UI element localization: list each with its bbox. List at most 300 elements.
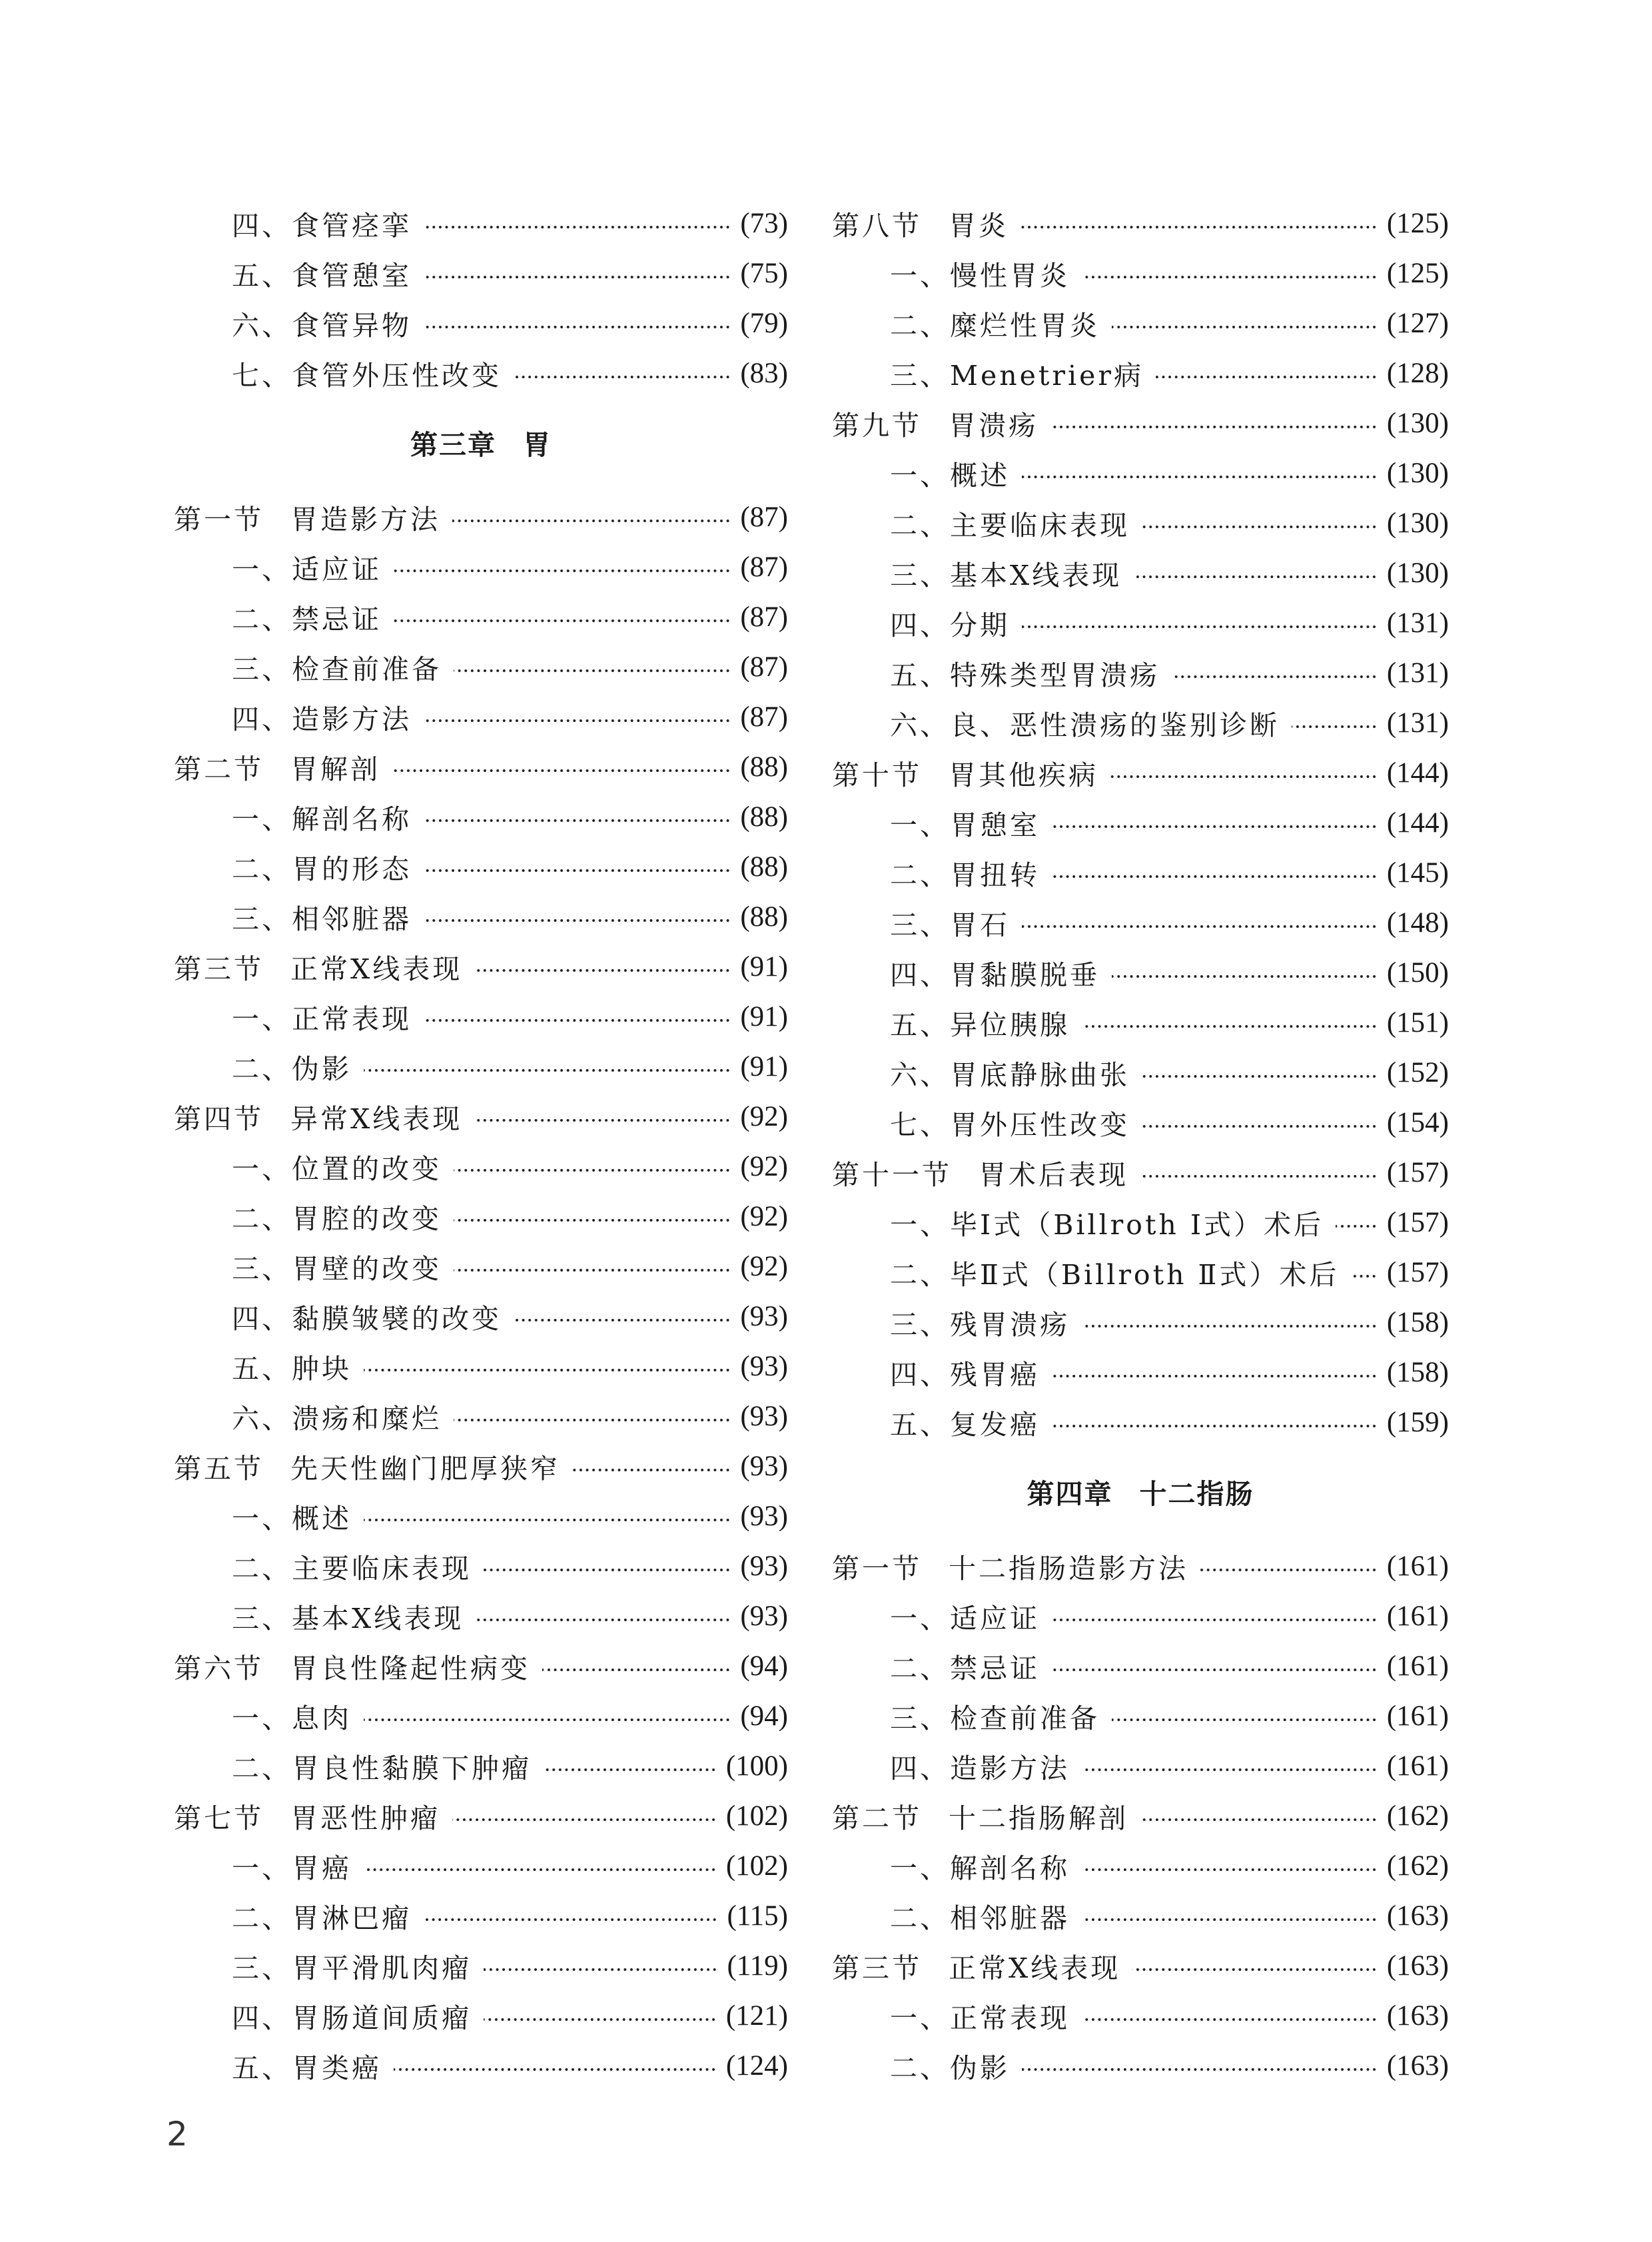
entry-title: [832, 753, 1098, 793]
dot-leader: [424, 1918, 717, 1922]
dot-leader: [1140, 1174, 1378, 1178]
entry-text: 二、胃的形态: [232, 853, 412, 885]
page-ref: (163): [1386, 1900, 1449, 1932]
entry-title: [890, 1597, 1040, 1636]
page-ref: (130): [1386, 408, 1449, 439]
entry-text: 正常X线表现: [949, 1952, 1121, 1984]
page-ref: (162): [1386, 1800, 1449, 1832]
entry-text: 胃解剖: [290, 753, 380, 785]
toc-section-entry[interactable]: [832, 1148, 1449, 1198]
page-ref: (119): [727, 1950, 788, 1982]
entry-text: 五、肿块: [232, 1353, 352, 1385]
entry-title: [232, 354, 502, 393]
dot-leader: [1110, 775, 1378, 779]
entry-text: 五、特殊类型胃溃疡: [890, 659, 1160, 691]
dot-leader: [1052, 1374, 1378, 1378]
dot-leader: [1082, 275, 1378, 279]
dot-leader: [364, 1068, 731, 1072]
toc-subsection-entry[interactable]: [174, 1491, 788, 1541]
toc-subsection-entry[interactable]: [174, 1142, 788, 1192]
section-label: 第七节: [174, 1802, 264, 1834]
entry-text: 胃其他疾病: [949, 759, 1098, 791]
dot-leader: [454, 1268, 731, 1272]
dot-leader: [572, 1468, 731, 1472]
dot-leader: [1050, 425, 1378, 429]
entry-text: 二、伪影: [890, 2052, 1010, 2084]
toc-subsection-entry[interactable]: [832, 1098, 1449, 1148]
entry-text: 一、适应证: [232, 554, 382, 585]
toc-subsection-entry[interactable]: [832, 898, 1449, 948]
entry-text: 先天性幽门肥厚狭窄: [290, 1453, 560, 1485]
entry-title: [232, 1397, 442, 1436]
dot-leader: [484, 2018, 717, 2022]
toc-subsection-entry[interactable]: [832, 348, 1449, 398]
page-ref: (79): [740, 308, 788, 339]
dot-leader: [394, 569, 731, 573]
entry-text: 二、禁忌证: [890, 1653, 1040, 1684]
toc-section-entry[interactable]: [174, 492, 788, 542]
entry-text: 四、胃肠道间质瘤: [232, 2002, 472, 2034]
page-ref: (91): [740, 951, 788, 982]
entry-title: [232, 1347, 352, 1386]
toc-subsection-entry[interactable]: [174, 2041, 788, 2091]
entry-text: 二、胃良性黏膜下肿瘤: [232, 1752, 532, 1784]
entry-title: [832, 1153, 1128, 1192]
page-ref: (125): [1386, 208, 1449, 239]
entry-text: 一、概述: [890, 460, 1010, 492]
toc-subsection-entry[interactable]: [174, 842, 788, 892]
toc-subsection-entry[interactable]: [174, 1741, 788, 1791]
entry-text: 三、胃平滑肌肉瘤: [232, 1952, 472, 1984]
toc-section-entry[interactable]: [174, 942, 788, 992]
entry-title: [890, 953, 1100, 992]
toc-subsection-entry[interactable]: [174, 892, 788, 942]
entry-text: 一、胃憩室: [890, 809, 1040, 841]
page-ref: (87): [740, 552, 788, 583]
toc-subsection-entry[interactable]: [832, 1298, 1449, 1347]
toc-subsection-entry[interactable]: [174, 1541, 788, 1591]
toc-section-entry[interactable]: [832, 748, 1449, 798]
dot-leader: [454, 669, 731, 673]
page-ref: (92): [740, 1201, 788, 1232]
page-ref: (124): [725, 2050, 788, 2081]
toc-subsection-entry[interactable]: [174, 1042, 788, 1092]
toc-subsection-entry[interactable]: [174, 1691, 788, 1741]
dot-leader: [1351, 1274, 1377, 1278]
entry-text: 二、主要临床表现: [232, 1553, 472, 1585]
entry-title: [232, 1946, 472, 1986]
page-ref: (161): [1386, 1700, 1449, 1732]
entry-text: 胃术后表现: [979, 1159, 1128, 1191]
page-ref: (154): [1386, 1107, 1449, 1138]
toc-section-entry[interactable]: [832, 1541, 1449, 1591]
toc-subsection-entry[interactable]: [832, 948, 1449, 998]
entry-text: 五、食管憩室: [232, 260, 412, 292]
entry-title: [174, 747, 380, 787]
entry-title: [890, 1746, 1070, 1786]
dot-leader: [1052, 1618, 1378, 1622]
toc-subsection-entry[interactable]: [832, 248, 1449, 298]
dot-leader: [474, 1118, 731, 1122]
entry-text: 一、慢性胃炎: [890, 260, 1070, 292]
dot-leader: [1021, 225, 1378, 229]
page-ref: (163): [1386, 1950, 1449, 1982]
dot-leader: [1142, 1074, 1378, 1078]
entry-text: 二、主要临床表现: [890, 510, 1130, 542]
dot-leader: [424, 869, 731, 873]
dot-leader: [1082, 1918, 1378, 1922]
toc-section-entry[interactable]: [174, 1441, 788, 1491]
entry-title: [232, 1597, 464, 1636]
toc-subsection-entry[interactable]: [832, 498, 1449, 548]
entry-title: [890, 1303, 1070, 1342]
entry-title: [890, 853, 1040, 893]
dot-leader: [424, 719, 731, 723]
page-ref: (131): [1386, 657, 1449, 689]
entry-text: 异常X线表现: [290, 1103, 463, 1135]
page-ref: (161): [1386, 1651, 1449, 1682]
entry-title: [890, 603, 1010, 643]
page-ref: (75): [740, 258, 788, 289]
dot-leader: [454, 1418, 731, 1422]
page-ref: (145): [1386, 857, 1449, 889]
dot-leader: [424, 225, 731, 229]
entry-title: [890, 1003, 1070, 1042]
section-label: 第十一节: [832, 1159, 952, 1191]
entry-text: 一、适应证: [890, 1603, 1040, 1635]
toc-subsection-entry[interactable]: [174, 1841, 788, 1891]
page-ref: (130): [1386, 508, 1449, 539]
entry-title: [232, 1297, 502, 1336]
page-ref: (163): [1386, 2000, 1449, 2032]
toc-subsection-entry[interactable]: [832, 848, 1449, 898]
toc-subsection-entry[interactable]: [832, 648, 1449, 698]
entry-text: 二、伪影: [232, 1053, 352, 1085]
entry-title: [890, 254, 1070, 293]
page-ref: (92): [740, 1101, 788, 1132]
page-ref: (158): [1386, 1357, 1449, 1388]
dot-leader: [1132, 1968, 1378, 1972]
page-ref: (161): [1386, 1601, 1449, 1632]
entry-text: 三、基本X线表现: [232, 1603, 464, 1635]
entry-text: 胃良性隆起性病变: [290, 1653, 530, 1684]
page-ref: (92): [740, 1251, 788, 1282]
entry-text: 一、正常表现: [890, 2002, 1070, 2034]
toc-subsection-entry[interactable]: [832, 1397, 1449, 1447]
toc-subsection-entry[interactable]: [174, 792, 788, 842]
page-ref: (94): [740, 1651, 788, 1682]
page-ref: (93): [740, 1501, 788, 1532]
entry-text: 一、毕Ⅰ式（Billroth Ⅰ式）术后: [890, 1209, 1324, 1241]
toc-subsection-entry[interactable]: [832, 1741, 1449, 1791]
dot-leader: [1022, 925, 1378, 929]
page-ref: (157): [1386, 1257, 1449, 1288]
entry-title: [890, 703, 1280, 743]
page-ref: (130): [1386, 458, 1449, 489]
entry-text: 二、胃扭转: [890, 859, 1040, 891]
toc-section-entry[interactable]: [174, 1791, 788, 1841]
dot-leader: [364, 1718, 731, 1722]
dot-leader: [454, 1168, 731, 1172]
section-label: 第九节: [832, 410, 922, 442]
entry-title: [232, 1197, 442, 1236]
toc-subsection-entry[interactable]: [174, 1991, 788, 2041]
toc-subsection-entry[interactable]: [174, 1591, 788, 1641]
toc-subsection-entry[interactable]: [174, 1391, 788, 1441]
chapter-label: 第四章: [1027, 1478, 1113, 1510]
entry-title: [890, 1696, 1100, 1736]
entry-title: [890, 2046, 1010, 2085]
dot-leader: [364, 1868, 717, 1872]
entry-title: [174, 947, 462, 986]
page-ref: (88): [740, 901, 788, 933]
page-ref: (121): [725, 2000, 788, 2032]
toc-subsection-entry[interactable]: [832, 298, 1449, 348]
entry-title: [890, 1053, 1130, 1092]
page-ref: (161): [1386, 1750, 1449, 1782]
entry-text: 七、食管外压性改变: [232, 360, 502, 392]
dot-leader: [364, 1368, 731, 1372]
dot-leader: [1172, 675, 1378, 679]
toc-subsection-entry[interactable]: [832, 998, 1449, 1048]
toc-subsection-entry[interactable]: [174, 1341, 788, 1391]
toc-subsection-entry[interactable]: [174, 692, 788, 742]
entry-text: 二、相邻脏器: [890, 1902, 1070, 1934]
page-ref: (93): [740, 1451, 788, 1482]
dot-leader: [424, 1018, 731, 1022]
toc-subsection-entry[interactable]: [832, 448, 1449, 498]
entry-title: [232, 797, 412, 837]
dot-leader: [1112, 325, 1378, 329]
dot-leader: [514, 1318, 731, 1322]
toc-section-entry[interactable]: [832, 1941, 1449, 1991]
section-label: 第二节: [174, 753, 264, 785]
toc-subsection-entry[interactable]: [832, 698, 1449, 748]
toc-subsection-entry[interactable]: [174, 298, 788, 348]
dot-leader: [1052, 1424, 1378, 1428]
entry-text: 四、黏膜皱襞的改变: [232, 1303, 502, 1335]
toc-subsection-entry[interactable]: [174, 1292, 788, 1341]
page-ref: (144): [1386, 757, 1449, 789]
dot-leader: [424, 919, 731, 923]
dot-leader: [1336, 1224, 1378, 1228]
toc-subsection-entry[interactable]: [832, 1891, 1449, 1941]
chapter-title: 十二指肠: [1139, 1478, 1254, 1510]
entry-text: 三、相邻脏器: [232, 903, 412, 935]
entry-text: 三、基本X线表现: [890, 560, 1122, 591]
toc-subsection-entry[interactable]: [832, 2041, 1449, 2091]
toc-subsection-entry[interactable]: [832, 1591, 1449, 1641]
page-ref: (127): [1386, 308, 1449, 339]
toc-subsection-entry[interactable]: [174, 198, 788, 248]
entry-title: [232, 2046, 382, 2085]
entry-title: [232, 1247, 442, 1286]
entry-title: [890, 304, 1100, 343]
toc-subsection-entry[interactable]: [832, 548, 1449, 598]
entry-title: [174, 1647, 530, 1686]
toc-section-entry[interactable]: [832, 398, 1449, 448]
entry-text: 四、胃黏膜脱垂: [890, 959, 1100, 991]
entry-text: 七、胃外压性改变: [890, 1109, 1130, 1141]
page-ref: (157): [1386, 1157, 1449, 1188]
toc-subsection-entry[interactable]: [174, 1192, 788, 1242]
dot-leader: [1052, 825, 1378, 829]
entry-title: [890, 1353, 1040, 1392]
page-ref: (92): [740, 1151, 788, 1182]
toc-section-entry[interactable]: [832, 1791, 1449, 1841]
page-ref: (161): [1386, 1551, 1449, 1582]
entry-text: 六、溃疡和糜烂: [232, 1403, 442, 1435]
entry-title: [232, 1696, 352, 1736]
toc-subsection-entry[interactable]: [832, 1048, 1449, 1098]
chapter-title: 胃: [523, 429, 552, 461]
entry-title: [890, 1253, 1339, 1292]
page-ref: (128): [1386, 358, 1449, 389]
entry-text: 一、概述: [232, 1503, 352, 1535]
entry-title: [232, 1547, 472, 1586]
page-ref: (102): [725, 1850, 788, 1882]
toc-subsection-entry[interactable]: [174, 248, 788, 298]
toc-subsection-entry[interactable]: [832, 1347, 1449, 1397]
section-label: 第三节: [174, 953, 264, 985]
entry-title: [232, 697, 412, 737]
entry-text: 四、分期: [890, 609, 1010, 641]
entry-title: [890, 903, 1010, 942]
section-label: 第一节: [832, 1553, 922, 1585]
entry-title: [232, 1047, 352, 1086]
page-number: 2: [167, 2115, 188, 2153]
entry-text: 四、造影方法: [890, 1752, 1070, 1784]
section-label: 第四节: [174, 1103, 264, 1135]
toc-subsection-entry[interactable]: [174, 592, 788, 642]
dot-leader: [1112, 1718, 1378, 1722]
entry-title: [174, 1097, 462, 1136]
entry-title: [232, 647, 442, 687]
page-ref: (157): [1386, 1207, 1449, 1238]
entry-title: [890, 653, 1160, 693]
entry-title: [232, 304, 412, 343]
dot-leader: [1142, 1124, 1378, 1128]
section-label: 第一节: [174, 504, 264, 536]
entry-text: 一、解剖名称: [890, 1852, 1070, 1884]
toc-section-entry[interactable]: [174, 742, 788, 792]
dot-leader: [484, 1968, 717, 1972]
chapter-label: 第三章: [410, 429, 496, 461]
toc-subsection-entry[interactable]: [832, 598, 1449, 648]
toc-left-column: [174, 198, 788, 2091]
section-label: 第六节: [174, 1653, 264, 1684]
toc-section-entry[interactable]: [174, 1641, 788, 1691]
entry-text: 二、胃腔的改变: [232, 1203, 442, 1235]
page-ref: (163): [1386, 2050, 1449, 2081]
page-ref: (102): [725, 1800, 788, 1832]
entry-text: 六、良、恶性溃疡的鉴别诊断: [890, 709, 1280, 741]
entry-title: [832, 1796, 1128, 1836]
dot-leader: [394, 619, 731, 623]
section-label: 第五节: [174, 1453, 264, 1485]
entry-text: 六、食管异物: [232, 310, 412, 342]
dot-leader: [394, 2067, 717, 2071]
dot-leader: [474, 968, 731, 972]
entry-text: 正常X线表现: [290, 953, 463, 985]
entry-title: [890, 554, 1122, 593]
dot-leader: [1082, 1868, 1378, 1872]
toc-subsection-entry[interactable]: [832, 1991, 1449, 2041]
entry-title: [174, 1796, 440, 1836]
dot-leader: [424, 275, 731, 279]
toc-subsection-entry[interactable]: [832, 1641, 1449, 1691]
dot-leader: [424, 819, 731, 823]
dot-leader: [542, 1668, 731, 1672]
entry-title: [890, 1403, 1040, 1442]
entry-title: [232, 548, 382, 587]
entry-title: [232, 847, 412, 887]
dot-leader: [1022, 2067, 1378, 2071]
page-ref: (87): [740, 601, 788, 633]
dot-leader: [1022, 475, 1378, 479]
entry-text: 二、毕Ⅱ式（Billroth Ⅱ式）术后: [890, 1259, 1340, 1291]
page-ref: (158): [1386, 1307, 1449, 1338]
dot-leader: [452, 1818, 717, 1822]
entry-text: 三、胃壁的改变: [232, 1253, 442, 1285]
page-ref: (131): [1386, 607, 1449, 639]
entry-text: 一、胃癌: [232, 1852, 352, 1884]
toc-subsection-entry[interactable]: [832, 1248, 1449, 1298]
entry-title: [890, 803, 1040, 843]
page-ref: (87): [740, 651, 788, 683]
toc-subsection-entry[interactable]: [832, 798, 1449, 848]
page-ref: (144): [1386, 807, 1449, 839]
page-ref: (131): [1386, 707, 1449, 739]
page-ref: (130): [1386, 558, 1449, 589]
page-ref: (93): [740, 1351, 788, 1382]
entry-title: [890, 1203, 1324, 1242]
entry-text: 一、解剖名称: [232, 803, 412, 835]
entry-title: [232, 1896, 412, 1936]
page-ref: (94): [740, 1700, 788, 1732]
toc-section-entry[interactable]: [832, 198, 1449, 248]
dot-leader: [454, 1218, 731, 1222]
dot-leader: [1052, 875, 1378, 879]
toc-subsection-entry[interactable]: [174, 1891, 788, 1941]
toc-subsection-entry[interactable]: [832, 1198, 1449, 1248]
toc-subsection-entry[interactable]: [174, 1941, 788, 1991]
page-ref: (87): [740, 701, 788, 733]
toc-subsection-entry[interactable]: [174, 992, 788, 1042]
entry-text: 一、正常表现: [232, 1003, 412, 1035]
page-ref: (115): [727, 1900, 788, 1932]
entry-text: 三、检查前准备: [232, 653, 442, 685]
dot-leader: [1082, 1024, 1378, 1028]
entry-title: [232, 1996, 472, 2036]
toc-subsection-entry[interactable]: [832, 1691, 1449, 1741]
entry-text: 十二指肠解剖: [949, 1802, 1128, 1834]
toc-subsection-entry[interactable]: [832, 1841, 1449, 1891]
toc-subsection-entry[interactable]: [174, 642, 788, 692]
entry-title: [890, 1103, 1130, 1142]
page-ref: (93): [740, 1401, 788, 1432]
entry-title: [232, 997, 412, 1036]
dot-leader: [1082, 1768, 1378, 1772]
toc-subsection-entry[interactable]: [174, 1242, 788, 1292]
toc-subsection-entry[interactable]: [174, 542, 788, 592]
toc-right-column: [832, 198, 1449, 2091]
toc-section-entry[interactable]: [174, 1092, 788, 1142]
page-ref: (100): [725, 1750, 788, 1782]
toc-subsection-entry[interactable]: [174, 348, 788, 398]
entry-text: 六、胃底静脉曲张: [890, 1059, 1130, 1091]
entry-text: 三、Menetrier病: [890, 360, 1144, 392]
